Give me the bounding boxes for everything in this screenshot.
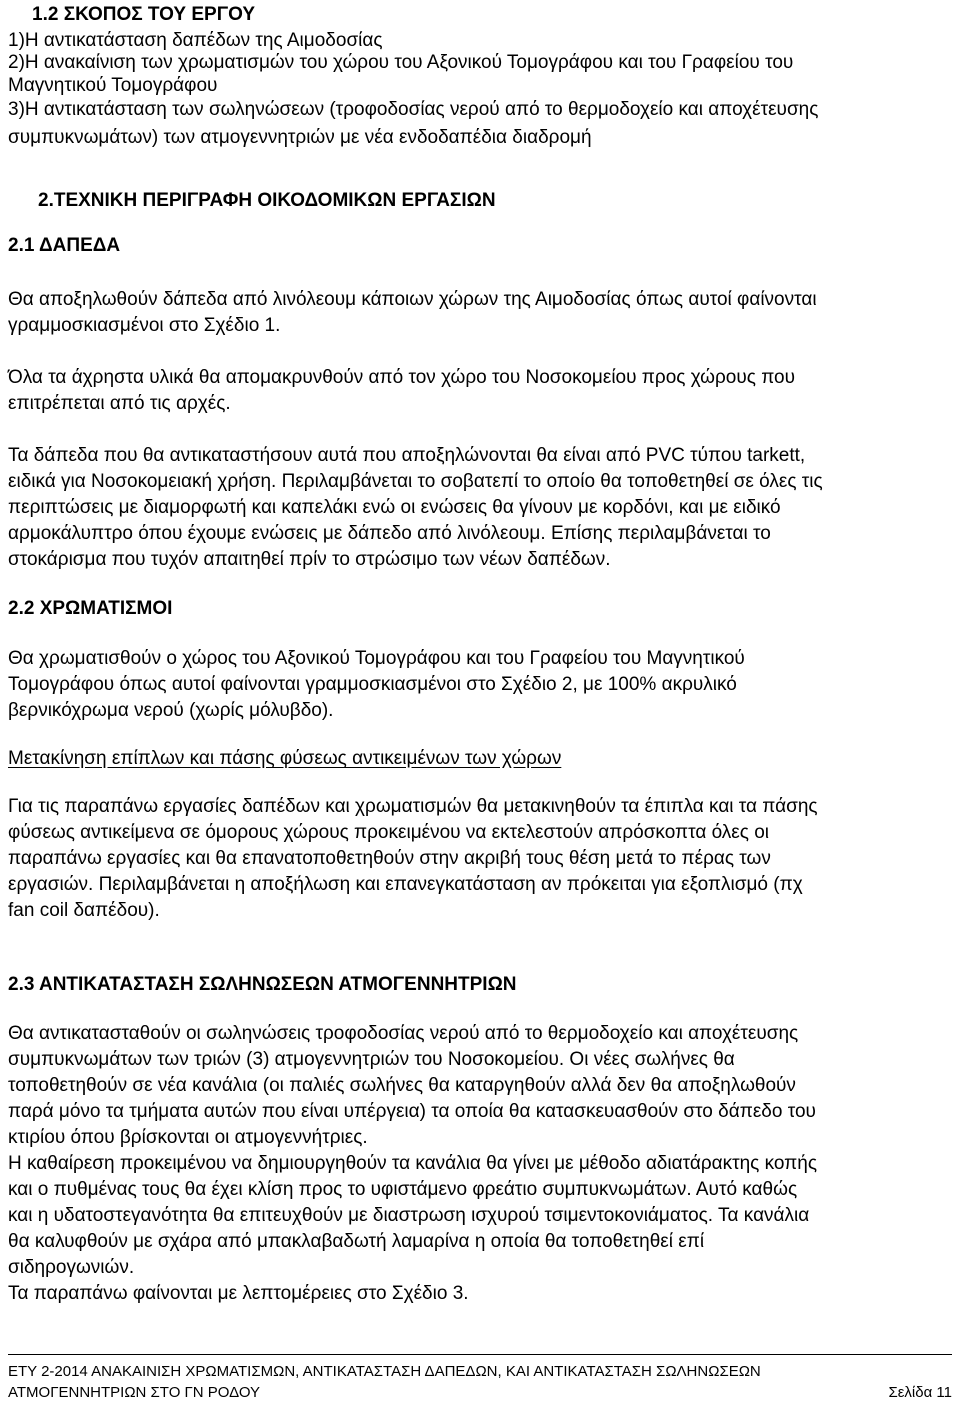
paragraph-2-2-b-line-1: Για τις παραπάνω εργασίες δαπέδων και χρωματισμών θα μετακινηθούν τα έπιπλα και τα πάσης bbox=[8, 796, 818, 817]
paragraph-2-2-a-line-1: Θα χρωματισθούν ο χώρος του Αξονικού Τομογράφου και του Γραφείου του Μαγνητικού bbox=[8, 648, 745, 669]
footer-divider bbox=[8, 1354, 952, 1355]
section-2-2-title: 2.2 ΧΡΩΜΑΤΙΣΜΟΙ bbox=[8, 598, 173, 619]
paragraph-2-3-line-9: θα καλυφθούν με σχάρα από μπακλαβαδωτή λαμαρίνα η οποία θα τοποθετηθεί επί bbox=[8, 1231, 705, 1252]
paragraph-2-3-line-6: Η καθαίρεση προκειμένου να δημιουργηθούν τα κανάλια θα γίνει με μέθοδο αδιατάρακτης κοπής bbox=[8, 1153, 818, 1174]
paragraph-2-1-c-line-5: στοκάρισμα που τυχόν απαιτηθεί πρίν το στρώσιμο των νέων δαπέδων. bbox=[8, 549, 611, 570]
section-2-3-title: 2.3 ΑΝΤΙΚΑΤΑΣΤΑΣΗ ΣΩΛΗΝΩΣΕΩΝ ΑΤΜΟΓΕΝΝΗΤΡΙΩΝ bbox=[8, 974, 517, 995]
paragraph-2-1-a-line-2: γραμμοσκιασμένοι στο Σχέδιο 1. bbox=[8, 315, 281, 336]
footer-project-title-line-2: ΑΤΜΟΓΕΝΝΗΤΡΙΩΝ ΣΤΟ ΓΝ ΡΟΔΟΥ bbox=[8, 1384, 261, 1401]
paragraph-2-2-a-line-2: Τομογράφου όπως αυτοί φαίνονται γραμμοσκιασμένοι στο Σχέδιο 2, με 100% ακρυλικό bbox=[8, 674, 737, 695]
paragraph-2-2-b-line-3: παραπάνω εργασίες και θα επανατοποθετηθούν στην ακριβή τους θέση μετά το πέρας των bbox=[8, 848, 771, 869]
paragraph-2-3-line-8: και η υδατοστεγανότητα θα επιτευχθούν με διαστρωση ισχυρού τσιμεντοκονιάματος. Τα κανάλια bbox=[8, 1205, 810, 1226]
section-2-1-title: 2.1 ΔΑΠΕΔΑ bbox=[8, 235, 121, 256]
objective-item-2: 2)Η ανακαίνιση των χρωματισμών του χώρου του Αξονικού Τομογράφου και του Γραφείου του bbox=[8, 52, 794, 73]
objective-item-2-cont: Μαγνητικού Τομογράφου bbox=[8, 75, 218, 96]
paragraph-2-1-c-line-2: ειδικά για Νοσοκομειακή χρήση. Περιλαμβάνεται το σοβατεπί το οποίο θα τοποθετηθεί σε όλες τις bbox=[8, 471, 823, 492]
section-2-title: 2.ΤΕΧΝΙΚΗ ΠΕΡΙΓΡΑΦΗ ΟΙΚΟΔΟΜΙΚΩΝ ΕΡΓΑΣΙΩΝ bbox=[38, 190, 496, 211]
footer-project-title-line-1: ΕΤΥ 2-2014 ΑΝΑΚΑΙΝΙΣΗ ΧΡΩΜΑΤΙΣΜΩΝ, ΑΝΤΙΚΑΤΑΣΤΑΣΗ ΔΑΠΕΔΩΝ, ΚΑΙ ΑΝΤΙΚΑΤΑΣΤΑΣΗ ΣΩΛΗΝΩΣΕΩΝ bbox=[8, 1363, 761, 1380]
paragraph-2-3-line-2: συμπυκνωμάτων των τριών (3) ατμογεννητριών του Νοσοκομείου. Οι νέες σωλήνες θα bbox=[8, 1049, 735, 1070]
paragraph-2-2-b-line-5: fan coil δαπέδου). bbox=[8, 900, 160, 921]
paragraph-2-3-line-10: σιδηρογωνιών. bbox=[8, 1257, 135, 1278]
paragraph-2-3-line-3: τοποθετηθούν σε νέα κανάλια (οι παλιές σωλήνες θα καταργηθούν αλλά δεν θα αποξηλωθούν bbox=[8, 1075, 796, 1096]
paragraph-2-2-b-line-4: εργασιών. Περιλαμβάνεται η αποξήλωση και επανεγκατάσταση αν πρόκειται για εξοπλισμό (πχ bbox=[8, 874, 803, 895]
objective-item-1: 1)Η αντικατάσταση δαπέδων της Αιμοδοσίας bbox=[8, 30, 383, 51]
paragraph-2-1-c-line-1: Τα δάπεδα που θα αντικαταστήσουν αυτά που αποξηλώνονται θα είναι από PVC τύπου tarkett, bbox=[8, 445, 806, 466]
page-number: Σελίδα 11 bbox=[888, 1384, 952, 1401]
paragraph-2-1-b-line-2: επιτρέπεται από τις αρχές. bbox=[8, 393, 231, 414]
paragraph-2-2-a-line-3: βερνικόχρωμα νερού (χωρίς μόλυβδο). bbox=[8, 700, 334, 721]
section-1-2-title: 1.2 ΣΚΟΠΟΣ ΤΟΥ ΕΡΓΟΥ bbox=[32, 4, 256, 25]
paragraph-2-3-line-7: και ο πυθμένας τους θα έχει κλίση προς το υφιστάμενο φρεάτιο συμπυκνωμάτων. Αυτό καθώς bbox=[8, 1179, 798, 1200]
paragraph-2-3-line-1: Θα αντικατασταθούν οι σωληνώσεις τροφοδοσίας νερού από το θερμοδοχείο και αποχέτευσης bbox=[8, 1023, 799, 1044]
paragraph-2-1-c-line-4: αρμοκάλυπτρο όπου έχουμε ενώσεις με δάπεδο από λινόλεουμ. Επίσης περιλαμβάνεται το bbox=[8, 523, 771, 544]
paragraph-2-1-b-line-1: Όλα τα άχρηστα υλικά θα απομακρυνθούν από τον χώρο του Νοσοκομείου προς χώρους που bbox=[8, 367, 795, 388]
paragraph-2-3-line-4: παρά μόνο τα τμήματα αυτών που είναι υπέργεια) τα οποία θα κατασκευασθούν στο δάπεδο του bbox=[8, 1101, 816, 1122]
objective-item-3-cont: συμπυκνωμάτων) των ατμογεννητριών με νέα ενδοδαπέδια διαδρομή bbox=[8, 127, 592, 148]
paragraph-2-3-line-5: κτιρίου όπου βρίσκονται οι ατμογεννήτριες. bbox=[8, 1127, 368, 1148]
objective-item-3: 3)Η αντικατάσταση των σωληνώσεων (τροφοδοσίας νερού από το θερμοδοχείο και αποχέτευσης bbox=[8, 99, 819, 120]
furniture-subheading: Μετακίνηση επίπλων και πάσης φύσεως αντικειμένων των χώρων bbox=[8, 748, 562, 769]
paragraph-2-3-line-11: Τα παραπάνω φαίνονται με λεπτομέρειες στο Σχέδιο 3. bbox=[8, 1283, 469, 1304]
paragraph-2-2-b-line-2: φύσεως αντικείμενα σε όμορους χώρους προκειμένου να εκτελεστούν απρόσκοπτα όλες οι bbox=[8, 822, 769, 843]
paragraph-2-1-a-line-1: Θα αποξηλωθούν δάπεδα από λινόλεουμ κάποιων χώρων της Αιμοδοσίας όπως αυτοί φαίνονται bbox=[8, 289, 817, 310]
paragraph-2-1-c-line-3: περιπτώσεις με διαμορφωτή και καπελάκι ενώ οι ενώσεις θα γίνουν με κορδόνι, και με ειδικό bbox=[8, 497, 781, 518]
